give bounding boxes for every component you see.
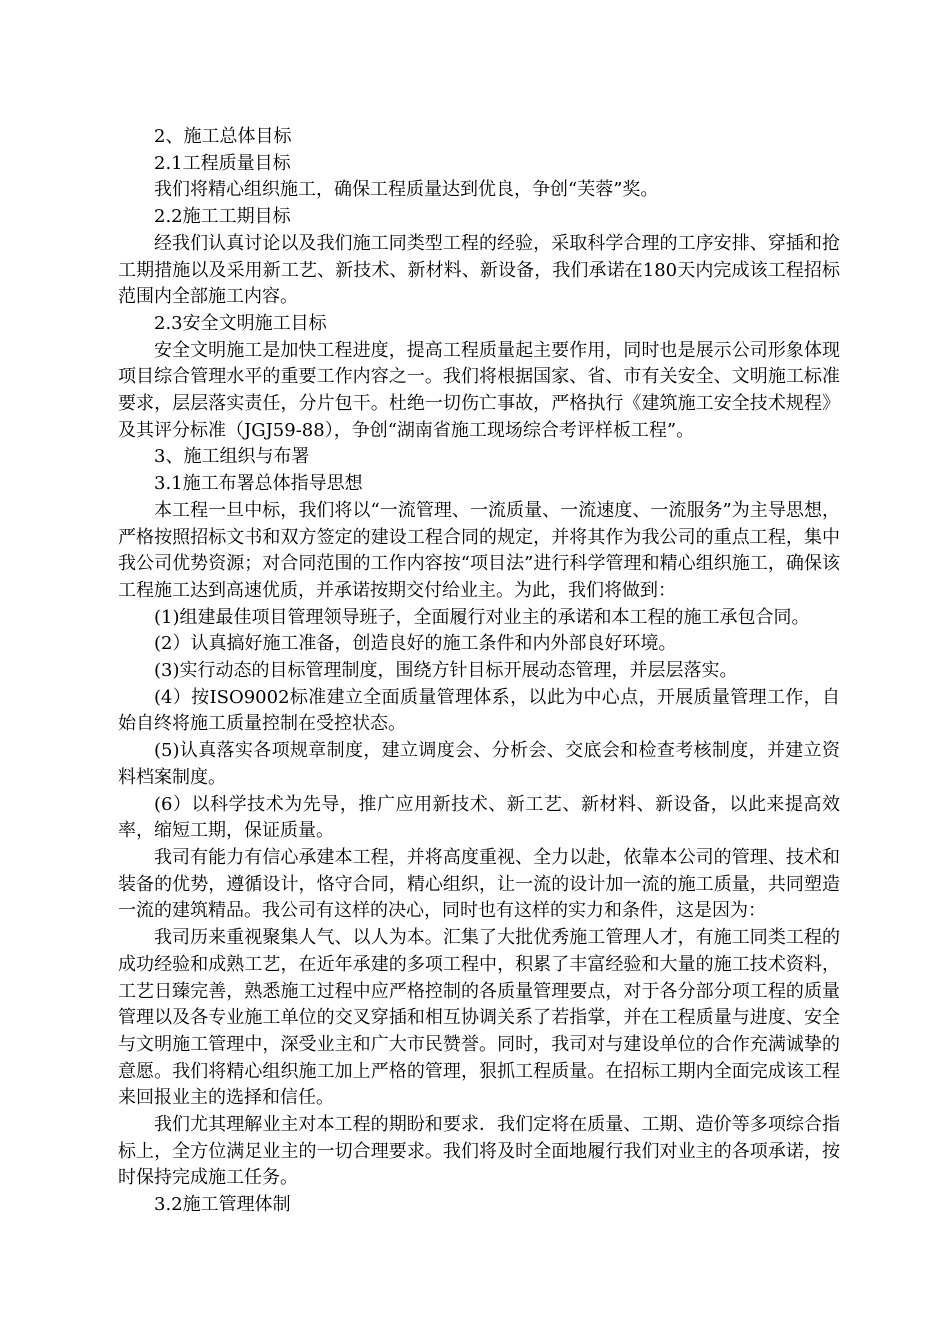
heading-3-1: 3.1施工布署总体指导思想 bbox=[154, 473, 363, 495]
list-item-6: (6）以科学技术为先导，推广应用新技术、新工艺、新材料、新设备，以此来提高效率，缩短工期，保证质量。 bbox=[118, 793, 840, 842]
list-item-3: (3)实行动态的目标管理制度，围绕方针目标开展动态管理，并层层落实。 bbox=[154, 660, 738, 682]
heading-2-3: 2.3安全文明施工目标 bbox=[154, 312, 327, 334]
heading-section-2: 2、施工总体目标 bbox=[154, 126, 292, 147]
heading-2-2: 2.2施工工期目标 bbox=[154, 206, 291, 228]
paragraph-commitment: 我们尤其理解业主对本工程的期盼和要求．我们定将在质量、工期、造价等多项综合指标上，全方位满足业主的一切合理要求。我们将及时全面地履行我们对业主的各项承诺，按时保持完成施工任务。 bbox=[118, 1114, 840, 1189]
list-item-1: (1)组建最佳项目管理领导班子，全面履行对业主的承诺和本工程的施工承包合同。 bbox=[154, 606, 810, 628]
heading-3-2: 3.2施工管理体制 bbox=[154, 1194, 291, 1216]
list-item-2: (2）认真搞好施工准备，创造良好的施工条件和内外部良好环境。 bbox=[154, 633, 677, 655]
heading-2-1: 2.1工程质量目标 bbox=[154, 152, 291, 174]
paragraph-quality-goal: 我们将精心组织施工，确保工程质量达到优良，争创“芙蓉”奖。 bbox=[154, 179, 659, 201]
document-page bbox=[118, 124, 840, 1219]
paragraph-safety-goal: 安全文明施工是加快工程进度，提高工程质量起主要作用，同时也是展示公司形象体现项目综合管理水平的重要工作内容之一。我们将根据国家、省、市有关安全、文明施工标准要求，层层落实责任，分片包干。杜绝一切伤亡事故，严格执行《建筑施工安全技术规程》及其评分标准（JGJ59-88），争创“湖南省施工现场综合考评样板工程”。 bbox=[118, 339, 840, 441]
paragraph-schedule-goal: 经我们认真讨论以及我们施工同类型工程的经验，采取科学合理的工序安排、穿插和抢工期措施以及采用新工艺、新技术、新材料、新设备，我们承诺在180天内完成该工程招标范围内全部施工内容。 bbox=[118, 232, 840, 308]
heading-section-3: 3、施工组织与布署 bbox=[154, 446, 310, 468]
list-item-4: (4）按ISO9002标准建立全面质量管理体系，以此为中心点，开展质量管理工作，自始自终将施工质量控制在受控状态。 bbox=[118, 686, 840, 735]
list-item-5: (5)认真落实各项规章制度，建立调度会、分析会、交底会和检查考核制度，并建立资料档案制度。 bbox=[118, 740, 840, 788]
paragraph-capability: 我司有能力有信心承建本工程，并将高度重视、全力以赴，依靠本公司的管理、技术和装备的优势，遵循设计，恪守合同，精心组织，让一流的设计加一流的施工质量，共同塑造一流的建筑精品。我公司有这样的决心，同时也有这样的实力和条件，这是因为： bbox=[118, 846, 840, 922]
paragraph-experience: 我司历来重视聚集人气、以人为本。汇集了大批优秀施工管理人才，有施工同类工程的成功经验和成熟工艺，在近年承建的多项工程中，积累了丰富经验和大量的施工技术资料，工艺日臻完善，熟悉施工过程中应严格控制的各质量管理要点，对于各分部分项工程的质量管理以及各专业施工单位的交叉穿插和相互协调关系了若指掌，并在工程质量与进度、安全与文明施工管理中，深受业主和广大市民赞誉。同时，我司对与建设单位的合作充满诚挚的意愿。我们将精心组织施工加上严格的管理，狠抓工程质量。在招标工期内全面完成该工程来回报业主的选择和信任。 bbox=[118, 927, 840, 1109]
paragraph-guiding-ideas: 本工程一旦中标，我们将以“一流管理、一流质量、一流速度、一流服务”为主导思想，严格按照招标文书和双方签定的建设工程合同的规定，并将其作为我公司的重点工程，集中我公司优势资源；对合同范围的工作内容按“项目法”进行科学管理和精心组织施工，确保该工程施工达到高速优质，并承诺按期交付给业主。为此，我们将做到： bbox=[118, 499, 840, 601]
